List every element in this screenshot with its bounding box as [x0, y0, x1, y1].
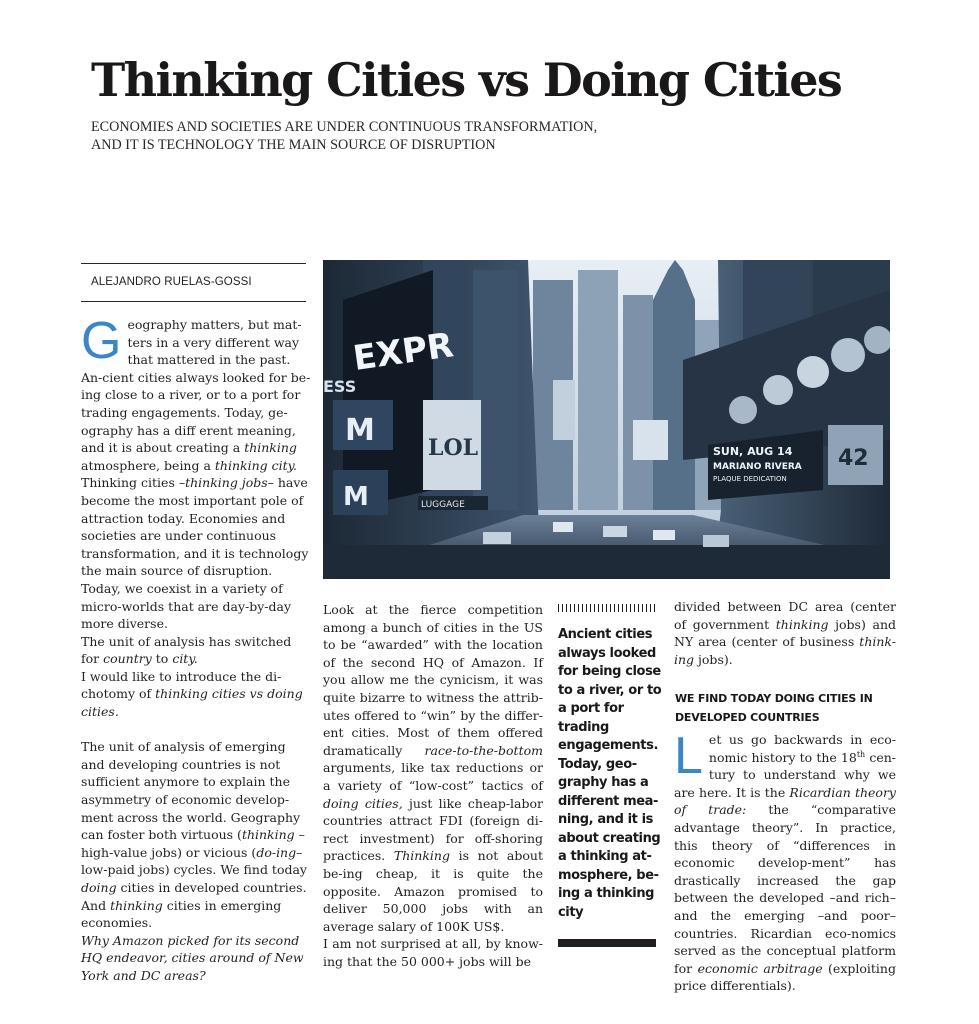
photo-illustration: [323, 260, 890, 579]
col4-p1-text-b: jobs) and NY area (center of business: [674, 616, 896, 650]
col4-p2-italic-2: economic arbitrage: [697, 960, 823, 976]
article-title: Thinking Cities vs Doing Cities: [91, 53, 842, 107]
sign-name: MARIANO RIVERA: [713, 462, 802, 472]
pullquote: Ancient cities always looked for being close to a river, or to a port for trading engagements. Today, geo-graphy has a different mea-ning, and it is about creating a thinking at-mosphere, be-ing a thinking city: [558, 627, 662, 920]
col1-p4-text-b: –high-value jobs) or vicious (: [81, 827, 305, 860]
subtitle-line-1: ECONOMIES AND SOCIETIES ARE UNDER CONTINUOUS TRANSFORMATION,: [91, 119, 598, 135]
sign-expr: EXPR: [350, 325, 456, 379]
col1-p4-text-c: –low-paid jobs) cycles. We find today: [81, 844, 307, 878]
dropcap-g: G: [81, 312, 122, 370]
col1-p3-italic-1: thinking cities vs doing cities.: [81, 686, 303, 720]
col2-p1-text-a: Look at the fierce competition among a bunch of cities in the US to be “awarded” with the location of the second HQ of Amazon. If you allow me the cynicism, it was quite bizarre to witness the attrib-utes offered to “win” by the differ-ent cities. Most of them offered dramatically: [323, 602, 543, 758]
col1-p1-italic-2: thinking city.: [214, 457, 298, 473]
col1-p1-text-d: – have become the most important pole of attraction today. Economies and societies are under continuous transformation, and it is technology the main source of disruption. Today, we coexist in a variety of micro-worlds that are day-by-day more diverse.: [81, 475, 309, 632]
col1-p2-italic-2: city.: [172, 651, 198, 667]
column-1: [81, 312, 311, 985]
col1-p4-italic-1: thinking: [241, 827, 295, 843]
col1-p4-italic-4: thinking: [110, 897, 163, 913]
col1-question: [81, 932, 311, 985]
col4-p1-italic-1: thinking: [775, 616, 829, 632]
sign-jersey: 42: [838, 446, 869, 471]
col1-paragraph-4: [81, 738, 311, 932]
mcdonalds-arch-sign: M: [345, 413, 375, 448]
sign-ess: ESS: [323, 377, 357, 396]
col1-p2-text-a: The unit of analysis has switched for: [81, 633, 292, 667]
col1-p4-italic-2: do-ing: [256, 844, 297, 860]
sign-plaque: PLAQUE DEDICATION: [713, 475, 787, 483]
column-4-top: [674, 598, 896, 668]
author-rule-top: [81, 263, 306, 264]
col2-p1-text-b: arguments, like tax reductions or a variety of “low-cost” tactics of: [323, 760, 543, 793]
col1-paragraph-1: [81, 312, 311, 633]
pullquote-bottom-bar: [558, 939, 656, 947]
col2-p1-text-c: just like cheap-labor countries attract FDI (foreign di-rect investment) for off-shoring practices.: [323, 795, 543, 864]
col4-p2-text-c: the “comparative advantage theory”. In practice, this theory of “differences in economic develop-ment” has drastically increased the gap between the developed –and rich– and the emerging –and poor– countries. Ricardian eco-nomics served as the conceptual platform for: [674, 802, 896, 976]
col4-p2-superscript: th: [856, 749, 866, 759]
col1-p1-text-a: eography matters, but mat-ters in a very different way that mattered in the past. An-cient cities always looked for be-ing close to a river, or to a port for trading engagements. Today, ge-ography has a diff erent meaning, and it is about creating a: [81, 317, 311, 456]
author-byline: ALEJANDRO RUELAS-GOSSI: [91, 276, 252, 288]
col4-p2-italic-1: Ricardian theory of trade:: [674, 784, 896, 818]
col2-paragraph-1: [323, 601, 543, 935]
col1-p3-text-a: I would like to introduce the di-chotomy of: [81, 668, 282, 702]
col4-p1-text-a: divided between DC area (center of government: [674, 599, 896, 632]
times-square-photo: [323, 260, 890, 579]
col2-p1-italic-3: Thinking: [393, 848, 450, 864]
col4-p1-text-c: jobs).: [694, 651, 733, 667]
col1-p4-text-e: cities in emerging economies.: [81, 897, 282, 931]
col2-paragraph-2: I am not surprised at all, by know-ing that the 50 000+ jobs will be: [323, 936, 543, 969]
col1-p4-italic-3: doing: [81, 880, 117, 895]
section-subhead: WE FIND TODAY DOING CITIES IN DEVELOPED COUNTRIES: [675, 692, 873, 724]
col1-p4-text-d: cities in developed countries. And: [81, 880, 307, 913]
col1-p1-italic-1: thinking: [244, 440, 297, 456]
col2-p1-italic-1: race-to-the-bottom: [424, 742, 543, 758]
col2-p1-italic-2: doing cities,: [323, 795, 403, 811]
column-2: [323, 601, 543, 970]
pullquote-tick-rule: [558, 604, 656, 612]
mcdonalds-arch-sign-lower: M: [343, 482, 369, 512]
col1-p4-text-a: The unit of analysis of emerging and developing countries is not sufficient anymore to explain the asymmetry of economic develop-ment across the world. Geography can foster both virtuous (: [81, 739, 301, 843]
col1-p2-text-b: to: [151, 651, 173, 667]
author-rule-bottom: [81, 301, 306, 302]
dropcap-l: L: [674, 727, 703, 785]
col4-paragraph-2: [674, 727, 896, 995]
col4-paragraph-1: [674, 598, 896, 668]
article-subtitle: [91, 119, 691, 154]
col1-p1-italic-3: thinking jobs: [185, 475, 268, 491]
col4-p2-text-a: et us go backwards in eco-nomic history to the 18: [708, 732, 896, 765]
col4-p1-italic-2: think-ing: [674, 634, 896, 667]
column-4-bottom: [674, 727, 896, 995]
col1-paragraph-2: [81, 633, 311, 668]
col1-p2-italic-1: country: [103, 651, 152, 667]
col4-p2-text-b: cen-tury to understand why we are here. It is the: [674, 749, 896, 800]
col1-p1-text-b: atmosphere, being a: [81, 457, 215, 473]
col4-p2-text-d: (exploiting price differentials).: [674, 960, 896, 994]
sign-luggage: LUGGAGE: [421, 500, 465, 510]
col1-question-text: Why Amazon picked for its second HQ endeavor, cities around of New York and DC areas?: [81, 932, 304, 983]
col2-p1-text-d: is not about be-ing cheap, it is quite the opposite. Amazon promised to deliver 50,000 jobs with an average salary of 100K US$.: [323, 848, 543, 934]
subtitle-line-2: AND IT IS TECHNOLOGY THE MAIN SOURCE OF DISRUPTION: [91, 136, 496, 153]
sign-lol: LOL: [428, 435, 479, 461]
col1-p1-text-c: Thinking cities –: [81, 475, 186, 491]
sign-date: SUN, AUG 14: [713, 445, 793, 458]
col1-paragraph-3: [81, 668, 311, 721]
